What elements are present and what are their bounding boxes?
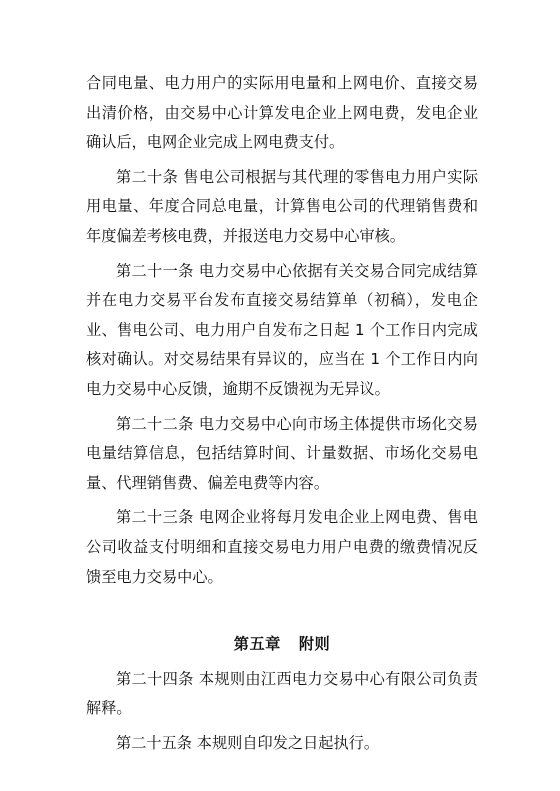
- paragraph-article-20: 第二十条 售电公司根据与其代理的零售电力用户实际用电量、年度合同总电量，计算售电公司的代理销售费和年度偏差考核电费，并报送电力交易中心审核。: [86, 167, 478, 245]
- paragraph-article-22: 第二十二条 电力交易中心向市场主体提供市场化交易电量结算信息，包括结算时间、计量数据、市场化交易电量、代理销售费、偏差电费等内容。: [86, 414, 478, 492]
- paragraph-article-23: 第二十三条 电网企业将每月发电企业上网电费、售电公司收益支付明细和直接交易电力用户电费的缴费情况反馈至电力交易中心。: [86, 508, 478, 586]
- document-page: [86, 69, 478, 763]
- paragraph-article-24: 第二十四条 本规则由江西电力交易中心有限公司负责解释。: [86, 669, 478, 718]
- chapter-heading: [86, 630, 478, 660]
- chapter-title: 附则: [298, 635, 331, 654]
- paragraph-article-25: 第二十五条 本规则自印发之日起执行。: [116, 733, 380, 752]
- paragraph-article-21: 第二十一条 电力交易中心依据有关交易合同完成结算并在电力交易平台发布直接交易结算单（初稿），发电企业、售电公司、电力用户自发布之日起 1 个工作日内完成核对确认。对交易结果有异议的，应当在 1 个工作日内向电力交易中心反馈，逾期不反馈视为无异议。: [86, 261, 478, 398]
- section-spacer: [86, 597, 478, 630]
- chapter-number: 第五章: [233, 635, 281, 654]
- paragraph-settlement-continuation: 合同电量、电力用户的实际用电量和上网电价、直接交易出清价格，由交易中心计算发电企业上网电费，发电企业确认后，电网企业完成上网电费支付。: [86, 74, 478, 152]
